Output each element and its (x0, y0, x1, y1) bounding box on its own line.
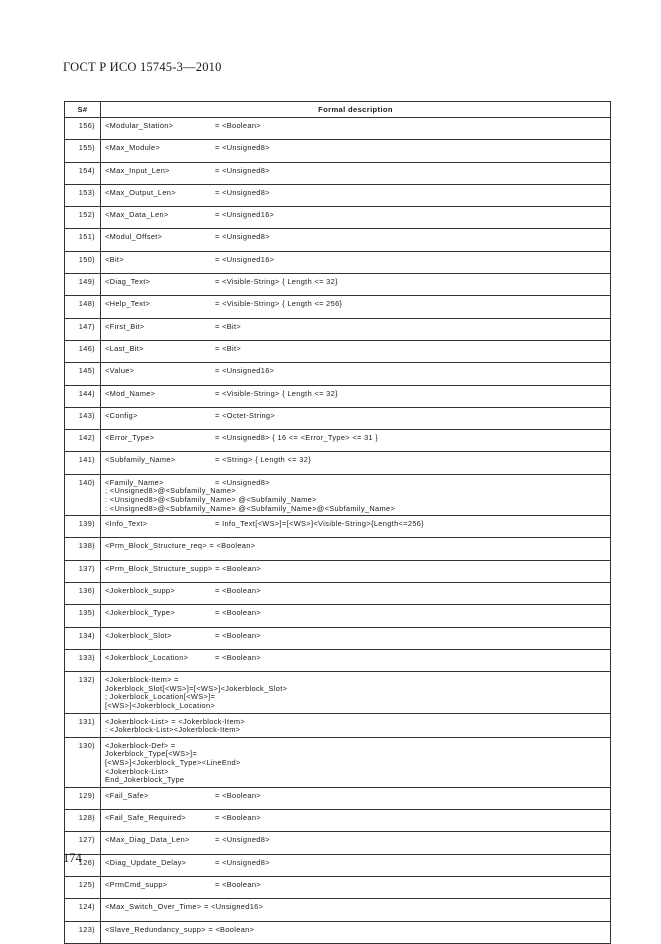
row-formal-description (101, 118, 611, 140)
term-name: <Diag_Text> (105, 277, 151, 287)
continuation-line: <Jokerblock-Item> = (105, 675, 179, 685)
table-row (65, 251, 611, 273)
row-formal-description (101, 274, 611, 296)
formal-description-table (64, 101, 611, 944)
definition-line (105, 792, 606, 801)
term-definition: = <Bit> (215, 321, 242, 331)
continuation-line: ; <Unsigned8>@<Subfamily_Name> (105, 486, 236, 496)
table-row (65, 605, 611, 627)
row-formal-description (101, 363, 611, 385)
table-row (65, 274, 611, 296)
term-definition: = <Boolean> (215, 790, 261, 800)
row-serial-number: 133) (65, 649, 101, 671)
continuation-line: <Prm_Block_Structure_req> = <Boolean> (105, 541, 256, 551)
row-formal-description (101, 340, 611, 362)
definition-line (105, 814, 606, 823)
table-row (65, 162, 611, 184)
row-formal-description (101, 385, 611, 407)
table-row (65, 516, 611, 538)
table-row (65, 118, 611, 140)
definition-line (105, 587, 606, 596)
term-name: <Fail_Safe> (105, 790, 149, 800)
row-serial-number: 154) (65, 162, 101, 184)
row-formal-description (101, 140, 611, 162)
term-definition: = <Unsigned8> (215, 477, 270, 487)
row-serial-number: 145) (65, 363, 101, 385)
table-row (65, 140, 611, 162)
continuation-line: Jokerblock_Slot[<WS>]=[<WS>]<Jokerblock_Slot> (105, 683, 288, 693)
definition-line (105, 189, 606, 198)
definition-line (105, 211, 606, 220)
table-row (65, 184, 611, 206)
definition-line (105, 278, 606, 287)
term-definition: = <Visible-String> { Length <= 256} (215, 299, 343, 309)
row-serial-number: 147) (65, 318, 101, 340)
term-definition: = <Visible-String> { Length <= 32} (215, 277, 338, 287)
term-definition: = <Visible-String> { Length <= 32} (215, 388, 338, 398)
table-row (65, 452, 611, 474)
row-serial-number: 143) (65, 407, 101, 429)
table-row (65, 430, 611, 452)
row-serial-number: 135) (65, 605, 101, 627)
continuation-line: : <Unsigned8>@<Subfamily_Name> @<Subfamily_Name> (105, 494, 317, 504)
term-name: <Jokerblock_Type> (105, 608, 176, 618)
table-row (65, 363, 611, 385)
row-serial-number: 137) (65, 560, 101, 582)
definition-line (105, 609, 606, 618)
term-definition: = <Unsigned8> (215, 165, 270, 175)
table-row (65, 854, 611, 876)
row-formal-description (101, 921, 611, 943)
row-serial-number: 130) (65, 737, 101, 787)
row-serial-number: 138) (65, 538, 101, 560)
row-formal-description (101, 474, 611, 515)
document-header: ГОСТ Р ИСО 15745-3—2010 (63, 60, 222, 74)
definition-line (105, 167, 606, 176)
row-formal-description (101, 560, 611, 582)
term-name: <Jokerblock_Location> (105, 652, 189, 662)
definition-line (105, 323, 606, 332)
row-formal-description (101, 787, 611, 809)
row-serial-number: 148) (65, 296, 101, 318)
row-serial-number: 150) (65, 251, 101, 273)
row-formal-description (101, 672, 611, 713)
definition-line (105, 859, 606, 868)
row-serial-number: 123) (65, 921, 101, 943)
definition-line (105, 654, 606, 663)
continuation-line: <Jokerblock-List> = <Jokerblock-Item> (105, 716, 246, 726)
table-row (65, 713, 611, 737)
row-serial-number: 146) (65, 340, 101, 362)
term-definition: = <Boolean> (215, 586, 261, 596)
row-serial-number: 127) (65, 832, 101, 854)
row-serial-number: 126) (65, 854, 101, 876)
definition-line (105, 632, 606, 641)
table-row (65, 385, 611, 407)
row-serial-number: 144) (65, 385, 101, 407)
row-serial-number: 152) (65, 207, 101, 229)
row-formal-description (101, 605, 611, 627)
table-row (65, 560, 611, 582)
continuation-line: <Slave_Redundancy_supp> = <Boolean> (105, 924, 255, 934)
term-name: <Max_Diag_Data_Len> (105, 835, 190, 845)
term-name: <Mod_Name> (105, 388, 156, 398)
table-header-row (65, 102, 611, 118)
row-formal-description (101, 251, 611, 273)
term-definition: = <Unsigned8> (215, 187, 270, 197)
definition-line (105, 144, 606, 153)
term-definition: = <Boolean> (215, 879, 261, 889)
continuation-line: [<WS>]<Jokerblock_Type><LineEnd> (105, 757, 241, 767)
term-name: <Subfamily_Name> (105, 455, 176, 465)
term-definition: = <Unsigned16> (215, 254, 275, 264)
table-row (65, 207, 611, 229)
definition-line (105, 390, 606, 399)
term-name: <Max_Data_Len> (105, 210, 169, 220)
term-definition: = <Unsigned16> (215, 366, 275, 376)
term-name: <Config> (105, 410, 138, 420)
row-formal-description (101, 713, 611, 737)
table-row (65, 340, 611, 362)
continuation-line: [<WS>]<Jokerblock_Location> (105, 700, 216, 710)
term-name: <Modul_Offset> (105, 232, 163, 242)
term-definition: = <Boolean> (215, 630, 261, 640)
row-formal-description (101, 452, 611, 474)
table-row (65, 538, 611, 560)
row-formal-description (101, 184, 611, 206)
continuation-line: <Jokerblock-List> (105, 766, 169, 776)
row-serial-number: 153) (65, 184, 101, 206)
definition-line (105, 412, 606, 421)
term-name: <Value> (105, 366, 135, 376)
continuation-line: Jokerblock_Type[<WS>]= (105, 749, 198, 759)
row-serial-number: 132) (65, 672, 101, 713)
column-header-sn: S# (65, 102, 101, 118)
row-serial-number: 136) (65, 583, 101, 605)
continuation-line: <Jokerblock-Def> = (105, 740, 176, 750)
row-serial-number: 141) (65, 452, 101, 474)
definition-line (105, 233, 606, 242)
row-formal-description (101, 899, 611, 921)
row-serial-number: 134) (65, 627, 101, 649)
row-formal-description (101, 407, 611, 429)
continuation-line: : <Jokerblock-List><Jokerblock-Item> (105, 725, 241, 735)
row-serial-number: 151) (65, 229, 101, 251)
table-body (65, 118, 611, 944)
row-formal-description (101, 538, 611, 560)
term-name: <Max_Output_Len> (105, 187, 176, 197)
term-name: <Diag_Update_Delay> (105, 857, 187, 867)
row-serial-number: 129) (65, 787, 101, 809)
row-formal-description (101, 876, 611, 898)
term-definition: = <Unsigned16> (215, 210, 275, 220)
row-formal-description (101, 649, 611, 671)
row-formal-description (101, 318, 611, 340)
term-definition: = <Bit> (215, 343, 242, 353)
continuation-line: <Max_Switch_Over_Time> = <Unsigned16> (105, 902, 264, 912)
table-row (65, 407, 611, 429)
definition-line (105, 520, 606, 529)
table-row (65, 649, 611, 671)
row-formal-description (101, 516, 611, 538)
row-serial-number: 155) (65, 140, 101, 162)
row-serial-number: 131) (65, 713, 101, 737)
term-name: <Last_Bit> (105, 343, 144, 353)
row-formal-description (101, 229, 611, 251)
continuation-line: : <Unsigned8>@<Subfamily_Name> @<Subfamily_Name>@<Subfamily_Name> (105, 503, 396, 513)
table-row (65, 229, 611, 251)
table-row (65, 899, 611, 921)
table-row (65, 737, 611, 787)
term-name: <Modular_Station> (105, 121, 174, 130)
row-serial-number: 156) (65, 118, 101, 140)
column-header-formal-description: Formal description (101, 102, 611, 118)
table-row (65, 296, 611, 318)
page-number: 174 (63, 851, 82, 865)
row-formal-description (101, 737, 611, 787)
continuation-line: ; Jokerblock_Location[<WS>]= (105, 692, 216, 702)
row-serial-number: 149) (65, 274, 101, 296)
term-name: <Family_Name> (105, 477, 164, 487)
table-row (65, 787, 611, 809)
definition-line (105, 456, 606, 465)
table-row (65, 810, 611, 832)
term-definition: = <Boolean> (215, 608, 261, 618)
definition-line (105, 300, 606, 309)
term-name: <Max_Input_Len> (105, 165, 170, 175)
term-name: <Fail_Safe_Required> (105, 813, 186, 823)
term-definition: = <Unsigned8> (215, 232, 270, 242)
row-serial-number: 140) (65, 474, 101, 515)
table-row (65, 672, 611, 713)
continuation-line: End_Jokerblock_Type (105, 775, 185, 785)
table-row (65, 627, 611, 649)
definition-line (105, 256, 606, 265)
definition-line (105, 881, 606, 890)
table-row (65, 921, 611, 943)
row-formal-description (101, 207, 611, 229)
term-definition: = <Unsigned8> { 16 <= <Error_Type> <= 31 } (215, 433, 379, 443)
row-formal-description (101, 810, 611, 832)
term-definition: = <String> { Length <= 32} (215, 455, 312, 465)
definition-line (105, 345, 606, 354)
term-name: <Jokerblock_Slot> (105, 630, 172, 640)
table-row (65, 474, 611, 515)
row-serial-number: 142) (65, 430, 101, 452)
row-formal-description (101, 583, 611, 605)
term-name: <PrmCmd_supp> (105, 879, 168, 889)
row-serial-number: 125) (65, 876, 101, 898)
table-row (65, 318, 611, 340)
term-definition: = <Octet-String> (215, 410, 276, 420)
term-name: <First_Bit> (105, 321, 145, 331)
definition-line (105, 836, 606, 845)
row-serial-number: 139) (65, 516, 101, 538)
term-definition: = <Boolean> (215, 813, 261, 823)
row-formal-description (101, 627, 611, 649)
row-serial-number: 128) (65, 810, 101, 832)
table-row (65, 832, 611, 854)
term-definition: = <Boolean> (215, 121, 261, 130)
term-name: <Jokerblock_supp> (105, 586, 176, 596)
row-formal-description (101, 832, 611, 854)
definition-line (105, 434, 606, 443)
definition-line (105, 367, 606, 376)
term-name: <Info_Text> (105, 519, 148, 529)
term-name: <Help_Text> (105, 299, 151, 309)
table-row (65, 583, 611, 605)
term-definition: = <Unsigned8> (215, 143, 270, 153)
row-formal-description (101, 430, 611, 452)
term-definition: = <Unsigned8> (215, 857, 270, 867)
definition-line (105, 122, 606, 131)
term-definition: = <Boolean> (215, 652, 261, 662)
table-row (65, 876, 611, 898)
term-name: <Bit> (105, 254, 125, 264)
term-definition: = Info_Text[<WS>]=[<WS>]<Visible-String>{Length<=256} (215, 519, 425, 529)
continuation-line: <Prm_Block_Structure_supp> = <Boolean> (105, 563, 262, 573)
row-formal-description (101, 162, 611, 184)
row-formal-description (101, 854, 611, 876)
row-serial-number: 124) (65, 899, 101, 921)
term-name: <Max_Module> (105, 143, 161, 153)
row-formal-description (101, 296, 611, 318)
term-definition: = <Unsigned8> (215, 835, 270, 845)
term-name: <Error_Type> (105, 433, 155, 443)
